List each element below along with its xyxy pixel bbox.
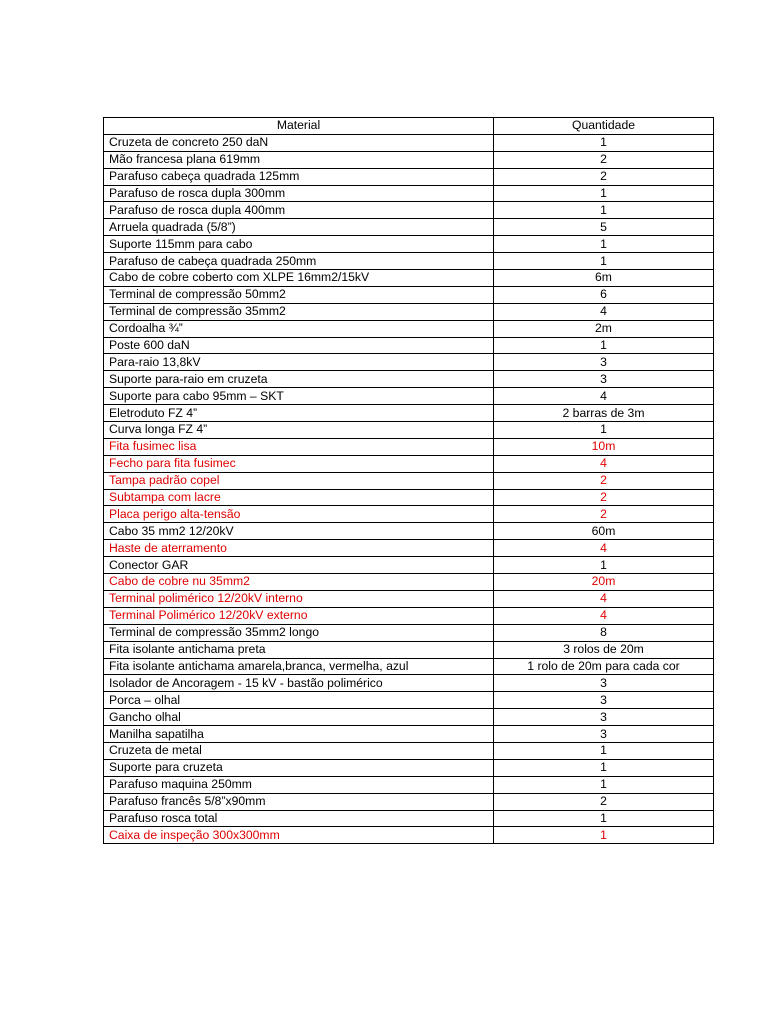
quantity-cell: 10m <box>494 438 714 455</box>
quantity-cell: 4 <box>494 303 714 320</box>
table-row <box>104 405 714 422</box>
quantity-cell: 2 <box>494 168 714 185</box>
quantity-cell: 8 <box>494 624 714 641</box>
material-cell: Poste 600 daN <box>104 337 494 354</box>
material-cell: Subtampa com lacre <box>104 489 494 506</box>
quantity-cell: 1 <box>494 759 714 776</box>
quantity-cell: 3 <box>494 675 714 692</box>
table-row <box>104 827 714 844</box>
material-cell: Terminal de compressão 35mm2 longo <box>104 624 494 641</box>
material-cell: Parafuso cabeça quadrada 125mm <box>104 168 494 185</box>
material-cell: Eletroduto FZ 4” <box>104 405 494 422</box>
quantity-cell: 1 <box>494 236 714 253</box>
quantity-cell: 2m <box>494 320 714 337</box>
material-cell: Conector GAR <box>104 557 494 574</box>
table-body <box>104 134 714 843</box>
table-row <box>104 337 714 354</box>
quantity-cell: 1 <box>494 185 714 202</box>
quantity-cell: 2 <box>494 472 714 489</box>
quantity-cell: 1 <box>494 134 714 151</box>
material-cell: Parafuso de rosca dupla 400mm <box>104 202 494 219</box>
material-cell: Terminal polimérico 12/20kV interno <box>104 590 494 607</box>
quantity-cell: 6 <box>494 286 714 303</box>
table-row <box>104 134 714 151</box>
table-row <box>104 726 714 743</box>
table-row <box>104 320 714 337</box>
material-cell: Suporte 115mm para cabo <box>104 236 494 253</box>
material-cell: Haste de aterramento <box>104 540 494 557</box>
quantity-cell: 1 <box>494 422 714 439</box>
table-row <box>104 776 714 793</box>
material-cell: Arruela quadrada (5/8”) <box>104 219 494 236</box>
material-cell: Parafuso de rosca dupla 300mm <box>104 185 494 202</box>
table-row <box>104 574 714 591</box>
material-cell: Cabo de cobre coberto com XLPE 16mm2/15kV <box>104 270 494 287</box>
material-cell: Terminal Polimérico 12/20kV externo <box>104 607 494 624</box>
material-cell: Parafuso maquina 250mm <box>104 776 494 793</box>
table-row <box>104 185 714 202</box>
material-cell: Cordoalha ¾” <box>104 320 494 337</box>
table-row <box>104 810 714 827</box>
table-row <box>104 253 714 270</box>
header-quantity: Quantidade <box>494 118 714 135</box>
table-row <box>104 557 714 574</box>
material-cell: Suporte para-raio em cruzeta <box>104 371 494 388</box>
material-cell: Gancho olhal <box>104 709 494 726</box>
table-row <box>104 590 714 607</box>
table-row <box>104 303 714 320</box>
quantity-cell: 2 barras de 3m <box>494 405 714 422</box>
quantity-cell: 2 <box>494 489 714 506</box>
quantity-cell: 3 <box>494 354 714 371</box>
quantity-cell: 4 <box>494 607 714 624</box>
quantity-cell: 4 <box>494 540 714 557</box>
table-row <box>104 607 714 624</box>
material-cell: Manilha sapatilha <box>104 726 494 743</box>
table-row <box>104 371 714 388</box>
material-cell: Cruzeta de concreto 250 daN <box>104 134 494 151</box>
quantity-cell: 3 <box>494 726 714 743</box>
table-row <box>104 236 714 253</box>
table-row <box>104 472 714 489</box>
quantity-cell: 20m <box>494 574 714 591</box>
material-cell: Cabo de cobre nu 35mm2 <box>104 574 494 591</box>
material-cell: Parafuso rosca total <box>104 810 494 827</box>
material-cell: Terminal de compressão 50mm2 <box>104 286 494 303</box>
table-row <box>104 624 714 641</box>
material-cell: Suporte para cruzeta <box>104 759 494 776</box>
quantity-cell: 1 <box>494 810 714 827</box>
quantity-cell: 1 <box>494 557 714 574</box>
quantity-cell: 2 <box>494 793 714 810</box>
material-cell: Mão francesa plana 619mm <box>104 151 494 168</box>
table-row <box>104 506 714 523</box>
material-cell: Cruzeta de metal <box>104 742 494 759</box>
table-row <box>104 438 714 455</box>
materials-table <box>103 117 714 844</box>
table-row <box>104 489 714 506</box>
quantity-cell: 6m <box>494 270 714 287</box>
table-row <box>104 742 714 759</box>
material-cell: Porca – olhal <box>104 692 494 709</box>
quantity-cell: 1 rolo de 20m para cada cor <box>494 658 714 675</box>
table-row <box>104 675 714 692</box>
quantity-cell: 2 <box>494 151 714 168</box>
table-row <box>104 286 714 303</box>
material-cell: Curva longa FZ 4” <box>104 422 494 439</box>
table-row <box>104 388 714 405</box>
material-cell: Parafuso de cabeça quadrada 250mm <box>104 253 494 270</box>
quantity-cell: 3 <box>494 692 714 709</box>
material-cell: Isolador de Ancoragem - 15 kV - bastão polimérico <box>104 675 494 692</box>
table-row <box>104 759 714 776</box>
quantity-cell: 1 <box>494 253 714 270</box>
material-cell: Fecho para fita fusimec <box>104 455 494 472</box>
quantity-cell: 5 <box>494 219 714 236</box>
quantity-cell: 4 <box>494 455 714 472</box>
quantity-cell: 60m <box>494 523 714 540</box>
quantity-cell: 2 <box>494 506 714 523</box>
quantity-cell: 1 <box>494 827 714 844</box>
table-row <box>104 270 714 287</box>
quantity-cell: 3 <box>494 709 714 726</box>
quantity-cell: 1 <box>494 337 714 354</box>
table-row <box>104 354 714 371</box>
table-row <box>104 168 714 185</box>
quantity-cell: 4 <box>494 590 714 607</box>
quantity-cell: 3 <box>494 371 714 388</box>
material-cell: Terminal de compressão 35mm2 <box>104 303 494 320</box>
table-header-row <box>104 118 714 135</box>
material-cell: Tampa padrão copel <box>104 472 494 489</box>
quantity-cell: 1 <box>494 776 714 793</box>
material-cell: Cabo 35 mm2 12/20kV <box>104 523 494 540</box>
material-cell: Fita isolante antichama preta <box>104 641 494 658</box>
table-row <box>104 219 714 236</box>
table-row <box>104 692 714 709</box>
material-cell: Placa perigo alta-tensão <box>104 506 494 523</box>
table-row <box>104 709 714 726</box>
quantity-cell: 1 <box>494 202 714 219</box>
material-cell: Fita isolante antichama amarela,branca, vermelha, azul <box>104 658 494 675</box>
material-cell: Parafuso francês 5/8”x90mm <box>104 793 494 810</box>
quantity-cell: 4 <box>494 388 714 405</box>
table-row <box>104 540 714 557</box>
header-material: Material <box>104 118 494 135</box>
table-row <box>104 151 714 168</box>
table-row <box>104 641 714 658</box>
material-cell: Fita fusimec lisa <box>104 438 494 455</box>
table-row <box>104 422 714 439</box>
table-row <box>104 658 714 675</box>
table-row <box>104 523 714 540</box>
quantity-cell: 3 rolos de 20m <box>494 641 714 658</box>
material-cell: Suporte para cabo 95mm – SKT <box>104 388 494 405</box>
table-row <box>104 202 714 219</box>
table-row <box>104 455 714 472</box>
material-cell: Para-raio 13,8kV <box>104 354 494 371</box>
table-row <box>104 793 714 810</box>
quantity-cell: 1 <box>494 742 714 759</box>
material-cell: Caixa de inspeção 300x300mm <box>104 827 494 844</box>
